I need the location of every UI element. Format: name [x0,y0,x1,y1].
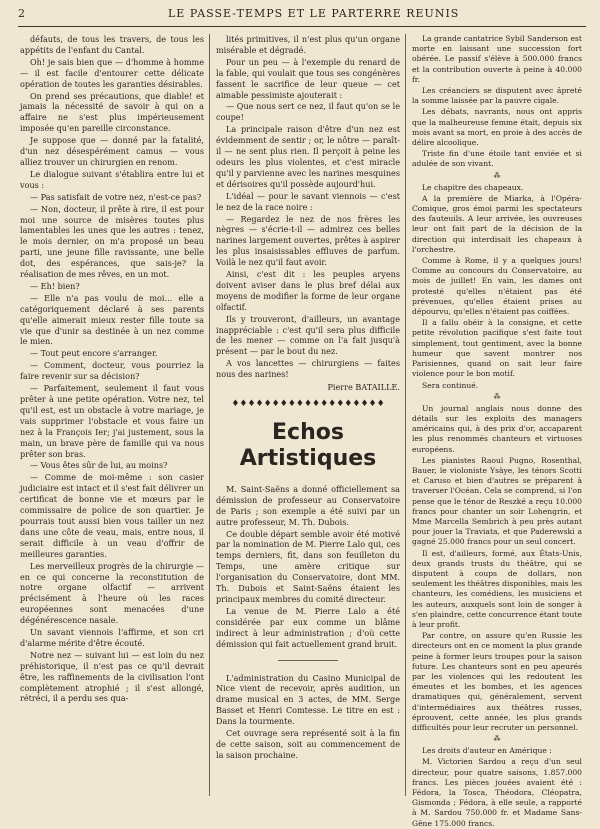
paragraph: — Regardez le nez de nos frères les nègres — s'écrie-t-il — admirez ces belles narines largement ouvertes, prêtes à aspirer les plus insaisissables effluves de parfum. Voilà le nez qu'il faut avoir. [216,213,400,268]
paragraph: Il a fallu obéir à la consigne, et cette petite révolution pacifique s'est faite tout simplement, tout gentiment, avec la bonne humeur que savent montrer nos Parisiennes, quand on sait leur faire violence pour le bon motif. [412,318,582,379]
echoes-list [412,34,582,829]
paragraph: Je suppose que — donné par la fatalité, d'un nez désespérément camus — vous alliez trouver un chirurgien en renom. [20,135,204,167]
star-separator: ⁂ [493,171,501,180]
paragraph: L'idéal — pour le savant viennois — c'est le nez de la race noire : [216,190,400,212]
section-title: Echos Artistiques [239,419,377,471]
paragraph: Cet ouvrage sera représenté soit à la fin de cette saison, soit au commencement de la saison prochaine. [216,728,400,760]
paragraph: La venue de M. Pierre Lalo a été considérée par eux comme un blâme indirect à leur administration ; d'où cette démission qui fait actuellement grand bruit. [216,605,400,649]
paragraph: Pour un peu — à l'exemple du renard de la fable, qui voulait que tous ses congénères fassent le sacrifice de leur queue — cet aimable pessimiste ajouterait : [216,56,400,100]
column-3 [412,34,582,828]
paragraph: Il est, d'ailleurs, formé, aux États-Unis, deux grands trusts du théâtre, qui se disputent à coups de dollars, non seulement les théâtres disponibles, mais les chanteurs, les comédiens, les musiciens et les auteurs, auxquels sont loin de songer à s'en plaindre, cette concurrence étant toute à leur profit. [412,548,582,629]
paragraph: Comme à Rome, il y a quelques jours! Comme au concours du Conservatoire, au mois de juillet! En vain, les dames ont protesté qu'elles n'étaient pas été prévenues, qu'elles étaient prises au dépourvu, qu'elles n'étaient pas coiffées. [412,256,582,317]
paragraph: Les merveilleux progrès de la chirurgie — en ce qui concerne la reconstitution de notre organe olfactif — arrivent précisément à l'heure où les races européennes sont menacées d'une dégénérescence nasale. [20,560,204,626]
paragraph: lités primitives, il n'est plus qu'un organe misérable et dégradé. [216,34,400,55]
paragraph: Ainsi, c'est dit : les peuples aryens doivent aviser dans le plus bref délai aux moyens de modifier la forme de leur organe olfactif. [216,269,400,312]
paragraph: Le chapitre des chapeaux. [422,182,524,192]
paragraph: — Eh! bien? [30,280,80,291]
paragraph: — Comme de moi-même : son casier judiciaire est intact et il s'est fait délivrer un certificat de bonne vie et mœurs par le commissaire de police de son quartier. Je pourrais tout aussi bien vous tailler un nez dans une côte de veau, mais, entre nous, il serait difficile à un veau d'offrir de meilleures garanties. [20,472,204,559]
paragraph: M. Victorien Sardou a reçu d'un seul directeur, pour quatre saisons, 1.857.000 francs. Les pièces jouées avaient été : Fédora, la Tosca, Théodora, Cléopatra, Gismonda ; Fédora, à elle seule, a rapporté à M. Sardou 750.000 fr. et Madame Sans-Gêne 175.000 francs. [412,757,582,828]
paragraph: — Tout peut encore s'arranger. [30,348,158,359]
article-nez-end [216,34,400,380]
paragraph: Oh! je sais bien que — d'homme à homme — il est facile d'entourer cette délicate opération de toutes les garanties désirables. [20,56,204,89]
paragraph: Par contre, on assure qu'en Russie les directeurs ont en ce moment la plus grande peine à former leurs troupes pour la saison future. Les chanteurs sont en peu apeurés par les violences qui les redoutent les émeutes et les bombes, et les agences dramatiques qui, généralement, servent d'intermédiaires aux théâtres russes, éprouvent, cette année, les plus grands difficultés pour leur recruter un personnel. [412,631,582,732]
column-1 [20,34,204,799]
paragraph: Un savant viennois l'affirme, et son cri d'alarme mérite d'être écouté. [20,627,204,648]
separator-rule [278,660,338,661]
paragraph: — Parfaitement, seulement il faut vous prêter à une petite opération. Votre nez, tel qu'il est, est un obstacle à votre mariage, je vais supprimer l'obstacle et vous faire un nez à la François Ier; j'ai justement, sous la main, un brave père de famille qui va nous prêter son bras. [20,383,204,459]
paragraph: Les créanciers se disputent avec âpreté la somme laissée par la pauvre cigale. [412,86,582,106]
paragraph: défauts, de tous les travers, de tous les appétits de l'enfant du Cantal. [20,34,204,55]
paragraph: On prend ses précautions, que diable! et jamais la nécessité de savoir à qui on a affaire ne s'est plus impérieusement imposée qu'en pareille circonstance. [20,90,204,134]
paragraph: Ce double départ semble avoir été motivé par la nomination de M. Pierre Lalo qui, ces temps derniers, fit, dans son feuilleton du Temps, une amère critique sur l'organisation du Conservatoire, dont MM. Th. Dubois et Saint-Saëns étaient les principaux membres du comité directeur. [216,528,400,604]
paragraph: Les débats, navrants, nous ont appris que la malheureuse femme était, depuis six mois avant sa mort, en proie à des accès de délire alcoolique. [412,107,582,148]
article-nez-continued [20,34,204,704]
column-2 [216,34,400,799]
paragraph: La principale raison d'être d'un nez est évidemment de sentir ; or, le nôtre — paraît-il — ne sent plus rien. Il perçoit à peine les odeurs les plus violentes, et c'est miracle qu'il y parvienne avec les narines mesquines et dérisoires qu'il possède aujourd'hui. [216,124,400,189]
paragraph: Triste fin d'une étoile tant enviée et si adulée de son vivant. [412,149,582,169]
star-separator: ⁂ [493,735,501,744]
paragraph: Un journal anglais nous donne des détails sur les exploits des managers américains qui, à des prix d'or, accaparent les plus renommés chanteurs et virtuoses européens. [412,403,582,454]
paragraph: L'administration du Casino Municipal de Nice vient de recevoir, après audition, un drame musical en 3 actes, de MM. Serge Basset et Henri Comtesse. Le titre en est : Dans la tourmente. [216,672,400,727]
column-rule [209,34,210,796]
running-title: LE PASSE-TEMPS ET LE PARTERRE REUNIS [168,7,460,20]
echo-casino-nice [216,673,400,761]
page-header [18,4,586,27]
paragraph: Les droits d'auteur en Amérique : [422,746,552,756]
paragraph: M. Saint-Saëns a donné officiellement sa démission de professeur au Conservatoire de Paris ; son exemple a été suivi par un autre professeur, M. Th. Dubois. [216,483,400,527]
paragraph: — Vous êtes sûr de lui, au moins? [30,460,168,471]
paragraph: A vos lancettes — chirurgiens — faites nous des narines! [216,358,400,380]
ornament-band: ♦♦♦♦♦♦♦♦♦♦♦♦♦♦♦♦♦♦♦ [231,399,385,409]
paragraph: Ils y trouveront, d'ailleurs, un avantage inappréciable : c'est qu'il sera plus difficile de les mener — comme on l'a fait jusqu'à présent — par le bout du nez. [216,313,400,357]
echo-saint-saens [216,484,400,650]
paragraph: Le dialogue suivant s'établira entre lui et vous : [20,168,204,190]
paragraph: — Non, docteur, il prête à rire, il est pour moi une source de misères toutes plus lamentables les unes que les autres : tenez, le mois dernier, on m'a proposé un beau parti, une jeune fille ravissante, une belle dot, des espérances, que sais-je? la réalisation de mes rêves, en un mot. [20,203,204,280]
star-separator: ⁂ [493,392,501,401]
paragraph: La grande cantatrice Sybil Sanderson est morte en laissant une succession fort obérée. Le passif s'élève à 500.000 francs et la contribution ouverte à peine à 40.000 fr. [412,34,582,84]
paragraph: — Que nous sert ce nez, il faut qu'on se le coupe! [216,101,400,123]
article-signature: Pierre BATAILLE. [327,382,400,393]
page-number: 2 [18,7,25,20]
paragraph: — Elle n'a pas voulu de moi... elle a catégoriquement déclaré à ses parents qu'elle aimerait mieux rester fille toute sa vie que d'unir sa destinée à un nez comme le mien. [20,292,204,347]
paragraph: Les pianistes Raoul Pugno, Rosenthal, Bauer, le violoniste Ysäye, les ténors Scotti et Caruso et bien d'autres se préparent à traverser l'Océan. Cela se comprend, si l'on pense que le ténor de Reszké a reçu 10.000 francs pour chanter un soir Lohengrin, et Mme Marcella Sembrich à peu près autant pour jouer la Traviata, et que Paderewski a gagné 25.000 francs pour un seul concert. [412,455,582,547]
paragraph: — Pas satisfait de votre nez, n'est-ce pas? [30,191,202,202]
paragraph: — Comment, docteur, vous pourriez la faire revenir sur sa décision? [20,360,204,382]
paragraph: A la première de Miarka, à l'Opéra-Comique, gros émoi parmi les spectateurs des fauteuils. A leur arrivée, les ouvreuses leur ont fait part de la décision de la direction qui interdisait les chapeaux à l'orchestre. [412,193,582,254]
paragraph: Notre nez — suivant lui — est loin du nez préhistorique, il n'est pas ce qu'il devrait être, les raffinements de la civilisation l'ont complètement atrophié ; il s'est allongé, rétréci, il a perdu ses qua- [20,649,204,704]
paragraph: Sera continué. [422,380,479,390]
column-rule [405,34,406,796]
